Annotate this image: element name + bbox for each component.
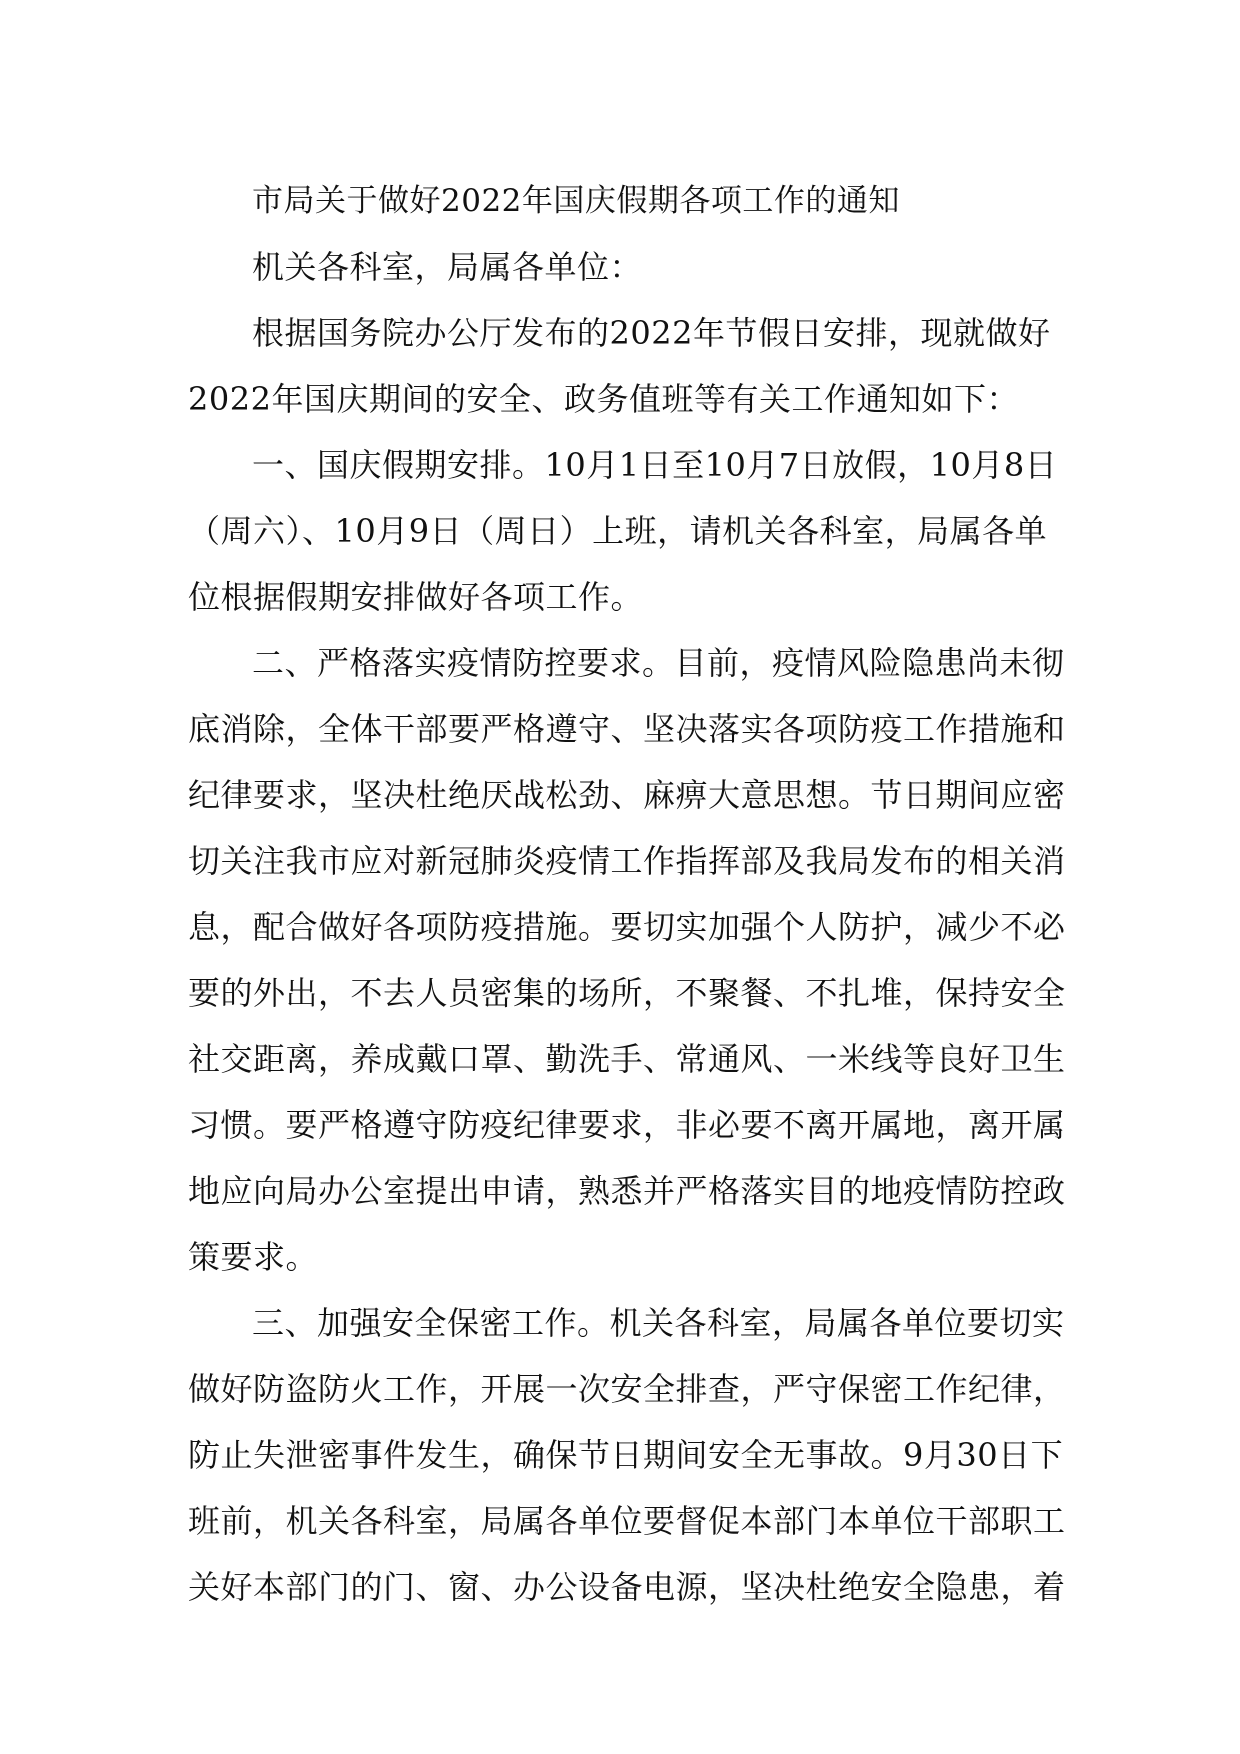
section-2-line: 习惯。要严格遵守防疫纪律要求，非必要不离开属地，离开属: [188, 1106, 1066, 1144]
intro-line: 2022年国庆期间的安全、政务值班等有关工作通知如下：: [188, 380, 1019, 418]
section-1-line: 一、国庆假期安排。10月1日至10月7日放假，10月8日: [252, 446, 1058, 484]
section-2-line: 策要求。: [188, 1238, 319, 1276]
section-2-line: 切关注我市应对新冠肺炎疫情工作指挥部及我局发布的相关消: [188, 842, 1066, 880]
section-2-line: 纪律要求，坚决杜绝厌战松劲、麻痹大意思想。节日期间应密: [188, 776, 1066, 814]
section-1-line: （周六）、10月9日（周日）上班，请机关各科室，局属各单: [188, 512, 1048, 550]
section-3-line: 关好本部门的门、窗、办公设备电源，坚决杜绝安全隐患，着: [188, 1568, 1066, 1606]
section-2-line: 地应向局办公室提出申请，熟悉并严格落实目的地疫情防控政: [188, 1172, 1066, 1210]
intro-line: 根据国务院办公厅发布的2022年节假日安排，现就做好: [252, 314, 1051, 352]
section-2-line: 社交距离，养成戴口罩、勤洗手、常通风、一米线等良好卫生: [188, 1040, 1066, 1078]
document-title: 市局关于做好2022年国庆假期各项工作的通知: [252, 183, 900, 219]
section-2-line: 息，配合做好各项防疫措施。要切实加强个人防护，减少不必: [188, 908, 1066, 946]
document-body: [188, 168, 1066, 1620]
salutation: 机关各科室，局属各单位：: [252, 248, 643, 286]
section-3-line: 三、加强安全保密工作。机关各科室，局属各单位要切实: [252, 1304, 1065, 1342]
section-2-line: 要的外出，不去人员密集的场所，不聚餐、不扎堆，保持安全: [188, 974, 1066, 1012]
section-3-line: 班前，机关各科室，局属各单位要督促本部门本单位干部职工: [188, 1502, 1066, 1540]
section-2-line: 底消除，全体干部要严格遵守、坚决落实各项防疫工作措施和: [188, 710, 1066, 748]
section-2-line: 二、严格落实疫情防控要求。目前，疫情风险隐患尚未彻: [252, 644, 1065, 682]
section-3-line: 做好防盗防火工作，开展一次安全排查，严守保密工作纪律，: [188, 1370, 1066, 1408]
section-1-line: 位根据假期安排做好各项工作。: [188, 578, 644, 616]
section-3-line: 防止失泄密事件发生，确保节日期间安全无事故。9月30日下: [188, 1436, 1064, 1474]
